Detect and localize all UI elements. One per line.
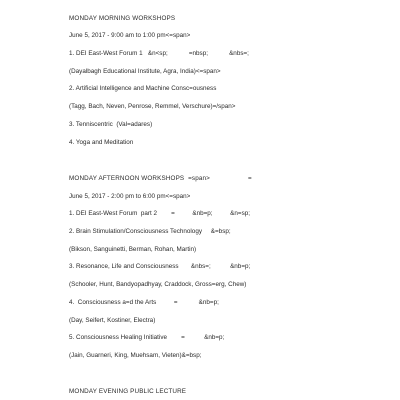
morning-item-1: 1. DEI East-West Forum 1 &n<sp; =nbsp; &nbs=;	[69, 49, 249, 57]
afternoon-item-1: 1. DEI East-West Forum part 2 = &nb=p; &n=sp;	[69, 210, 251, 218]
morning-item-2-detail: (Tagg, Bach, Neven, Penrose, Remmel, Verschure)=/span>	[69, 103, 236, 111]
afternoon-date: June 5, 2017 - 2:00 pm to 6:00 pm<=span>	[69, 192, 191, 200]
morning-heading: MONDAY MORNING WORKSHOPS	[69, 15, 176, 23]
afternoon-item-4-detail: (Day, Seifert, Kostiner, Electra)	[69, 316, 156, 324]
morning-item-2: 2. Artificial Intelligence and Machine Consc=ousness	[69, 85, 217, 93]
evening-heading: MONDAY EVENING PUBLIC LECTURE	[69, 387, 187, 395]
morning-item-3: 3. Tenniscentric (Val=adares)	[69, 120, 153, 128]
morning-date: June 5, 2017 - 9:00 am to 1:00 pm<=span>	[69, 32, 191, 40]
afternoon-item-5-detail: (Jain, Guarneri, King, Muehsam, Vieten)&=bsp;	[69, 352, 202, 360]
afternoon-item-2-detail: (Bikson, Sanguinetti, Berman, Rohan, Martin)	[69, 245, 197, 253]
afternoon-item-3: 3. Resonance, Life and Consciousness &nbs=; &nb=p;	[69, 263, 251, 271]
afternoon-item-4: 4. Consciousness a=d the Arts = &nb=p;	[69, 298, 219, 306]
morning-item-1-detail: (Dayalbagh Educational Institute, Agra, India)<=span>	[69, 67, 221, 75]
afternoon-heading: MONDAY AFTERNOON WORKSHOPS =span> =	[69, 174, 252, 182]
afternoon-item-5: 5. Consciousness Healing Initiative = &nb=p;	[69, 334, 225, 342]
afternoon-item-3-detail: (Schooler, Hunt, Bandyopadhyay, Craddock, Gross=erg, Chew)	[69, 281, 247, 289]
afternoon-item-2: 2. Brain Stimulation/Consciousness Technology &=bsp;	[69, 228, 231, 236]
morning-item-4: 4. Yoga and Meditation	[69, 138, 134, 146]
